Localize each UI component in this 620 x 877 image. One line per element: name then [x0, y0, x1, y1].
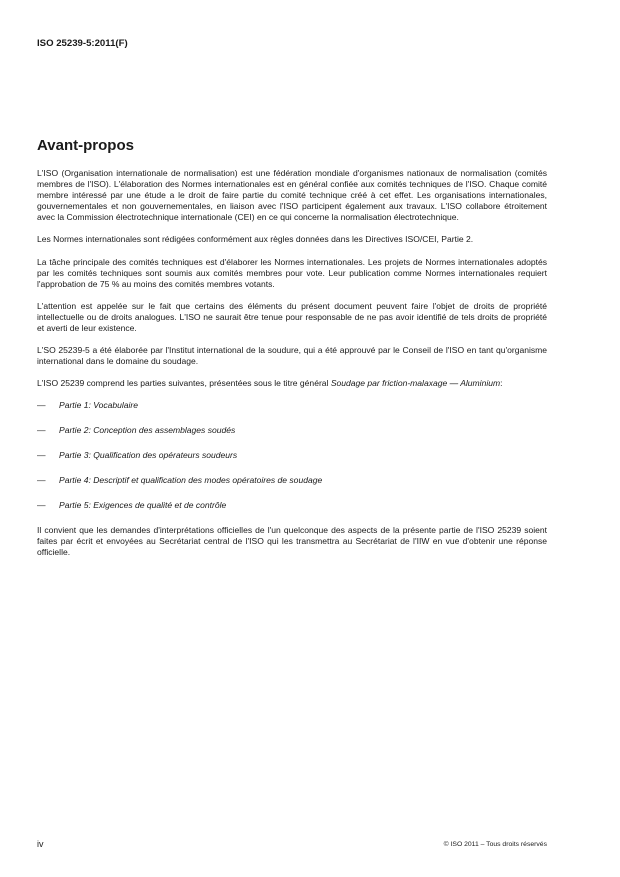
- dash-bullet: —: [37, 450, 46, 460]
- part-label: Partie 3: Qualification des opérateurs soudeurs: [59, 450, 238, 460]
- paragraph-parts-intro: [37, 378, 547, 389]
- dash-bullet: —: [37, 425, 46, 435]
- parts-intro-colon: :: [500, 378, 503, 388]
- parts-intro-text: L'ISO 25239 comprend les parties suivantes, présentées sous le titre général: [37, 378, 331, 388]
- copyright-notice: © ISO 2011 – Tous droits réservés: [443, 841, 547, 848]
- paragraph-interpretations: Il convient que les demandes d'interprétations officielles de l'un quelconque des aspects de la présente partie de l'ISO 25239 soient faites par écrit et envoyées au Secrétariat central de l'ISO qui les transmettra au Secrétariat de l'IIW en vue d'obtenir une réponse officielle.: [37, 525, 547, 557]
- dash-bullet: —: [37, 400, 46, 410]
- list-item: [37, 425, 547, 436]
- part-label: Partie 4: Descriptif et qualification des modes opératoires de soudage: [59, 475, 323, 485]
- list-item: [37, 500, 547, 511]
- parts-list: [37, 400, 547, 511]
- foreword-body: [37, 168, 547, 569]
- paragraph-technical-committees: La tâche principale des comités techniques est d'élaborer les Normes internationales. Les projets de Normes internationales adoptés par les comités techniques sont soumis aux comités membres pour vote. Leur publication comme Normes internationales requiert l'approbation de 75 % au moins des comités membres votants.: [37, 257, 547, 289]
- dash-bullet: —: [37, 475, 46, 485]
- document-identifier: ISO 25239-5:2011(F): [37, 38, 128, 49]
- paragraph-iso-organisation: L'ISO (Organisation internationale de normalisation) est une fédération mondiale d'organismes nationaux de normalisation (comités membres de l'ISO). L'élaboration des Normes internationales est en général confiée aux comités techniques de l'ISO. Chaque comité membre intéressé par une étude a le droit de faire partie du comité technique créé à cet effet. Les organisations internationales, gouvernementales et non gouvernementales, en liaison avec l'ISO participent également aux travaux. L'ISO collabore étroitement avec la Commission électrotechnique internationale (CEI) en ce qui concerne la normalisation électrotechnique.: [37, 168, 547, 222]
- list-item: [37, 400, 547, 411]
- list-item: [37, 475, 547, 486]
- page-number: iv: [37, 839, 44, 849]
- list-item: [37, 450, 547, 461]
- paragraph-prepared-by: L'SO 25239-5 a été élaborée par l'Institut international de la soudure, qui a été approuvé par le Conseil de l'ISO en tant qu'organisme international dans le domaine du soudage.: [37, 345, 547, 366]
- dash-bullet: —: [37, 500, 46, 510]
- section-title: Avant-propos: [37, 137, 134, 154]
- part-label: Partie 2: Conception des assemblages soudés: [59, 425, 236, 435]
- paragraph-patent-rights: L'attention est appelée sur le fait que certains des éléments du présent document peuvent faire l'objet de droits de propriété intellectuelle ou de droits analogues. L'ISO ne saurait être tenue pour responsable de ne pas avoir identifié de tels droits de propriété et averti de leur existence.: [37, 301, 547, 333]
- part-label: Partie 1: Vocabulaire: [59, 400, 139, 410]
- paragraph-directives: Les Normes internationales sont rédigées conformément aux règles données dans les Directives ISO/CEI, Partie 2.: [37, 234, 474, 244]
- part-label: Partie 5: Exigences de qualité et de contrôle: [59, 500, 227, 510]
- general-title: Soudage par friction-malaxage — Aluminium: [330, 378, 501, 388]
